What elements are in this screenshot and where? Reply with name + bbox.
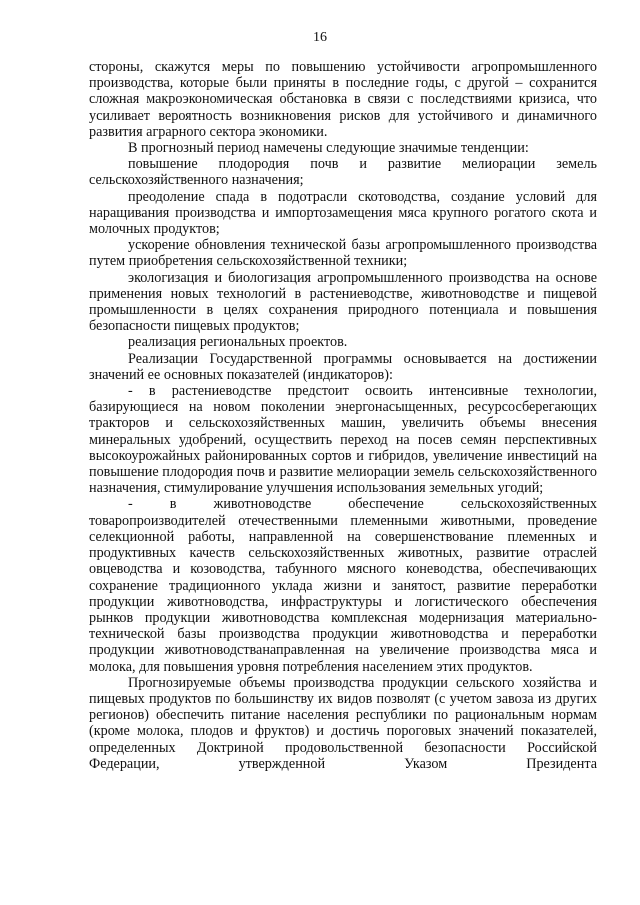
paragraph: повышение плодородия почв и развитие мелиорации земель сельскохозяйственного назначения; xyxy=(89,156,597,189)
body-text xyxy=(89,59,597,772)
paragraph: ускорение обновления технической базы агропромышленного производства путем приобретения сельскохозяйственной техники; xyxy=(89,237,597,270)
paragraph: экологизация и биологизация агропромышленного производства на основе применения новых технологий в растениеводстве, животноводстве и пищевой промышленности в целях сохранения природного потенциала и повышения безопасности пищевых продуктов; xyxy=(89,269,597,335)
paragraph: стороны, скажутся меры по повышению устойчивости агропромышленного производства, которые были приняты в последние годы, с другой – сохранится сложная макроэкономическая обстановка в связи с последствиями кризиса, что усиливает вероятность возникновения рисков для устойчивого и динамичного развития аграрного сектора экономики. xyxy=(89,59,597,140)
paragraph: реализация региональных проектов. xyxy=(128,334,348,351)
paragraph: - в животноводстве обеспечение сельскохозяйственных товаропроизводителей отечественными племенными животными, проведение селекционной работы, направленной на совершенствование племенных и продуктивных качеств сельскохозяйственных животных, развитие отраслей овцеводства и козоводства, табунного мясного коневодства, обеспечивающих сохранение традиционного уклада жизни и занятост, развитие переработки продукции животноводства, инфраструктуры и логистического обеспечения рынков продукции животноводства комплексная модернизация материально-технической базы производства продукции животноводства и переработки продукции животноводстванаправленная на увеличение производства мяса и молока, для повышения уровня потребления населением этих продуктов. xyxy=(89,496,597,675)
page-number: 16 xyxy=(313,30,327,45)
paragraph: преодоление спада в подотрасли скотоводства, создание условий для наращивания производства и импортозамещения мяса крупного рогатого скота и молочных продуктов; xyxy=(89,188,597,238)
paragraph: В прогнозный период намечены следующие значимые тенденции: xyxy=(128,140,529,157)
paragraph: - в растениеводстве предстоит освоить интенсивные технологии, базирующиеся на новом поколении энергонасыщенных, ресурсосберегающих тракторов и сельскохозяйственных машин, увеличить объемы внесения минеральных удобрений, осуществить переход на посев семян перспективных высокоурожайных районированных сортов и гибридов, увеличение инвестиций на повышение плодородия почв и развитие мелиорации земель сельскохозяйственного назначения, стимулирование улучшения использования земельных угодий; xyxy=(89,383,597,497)
paragraph: Реализации Государственной программы основывается на достижении значений ее основных показателей (индикаторов): xyxy=(89,350,597,383)
paragraph: Прогнозируемые объемы производства продукции сельского хозяйства и пищевых продуктов по большинству их видов позволят (с учетом завоза из других регионов) обеспечить питание населения республики по рациональным нормам (кроме молока, плодов и фруктов) и достичь пороговых значений показателей, определенных Доктриной продовольственной безопасности Российской Федерации, утвержденной Указом Президента xyxy=(89,674,597,772)
